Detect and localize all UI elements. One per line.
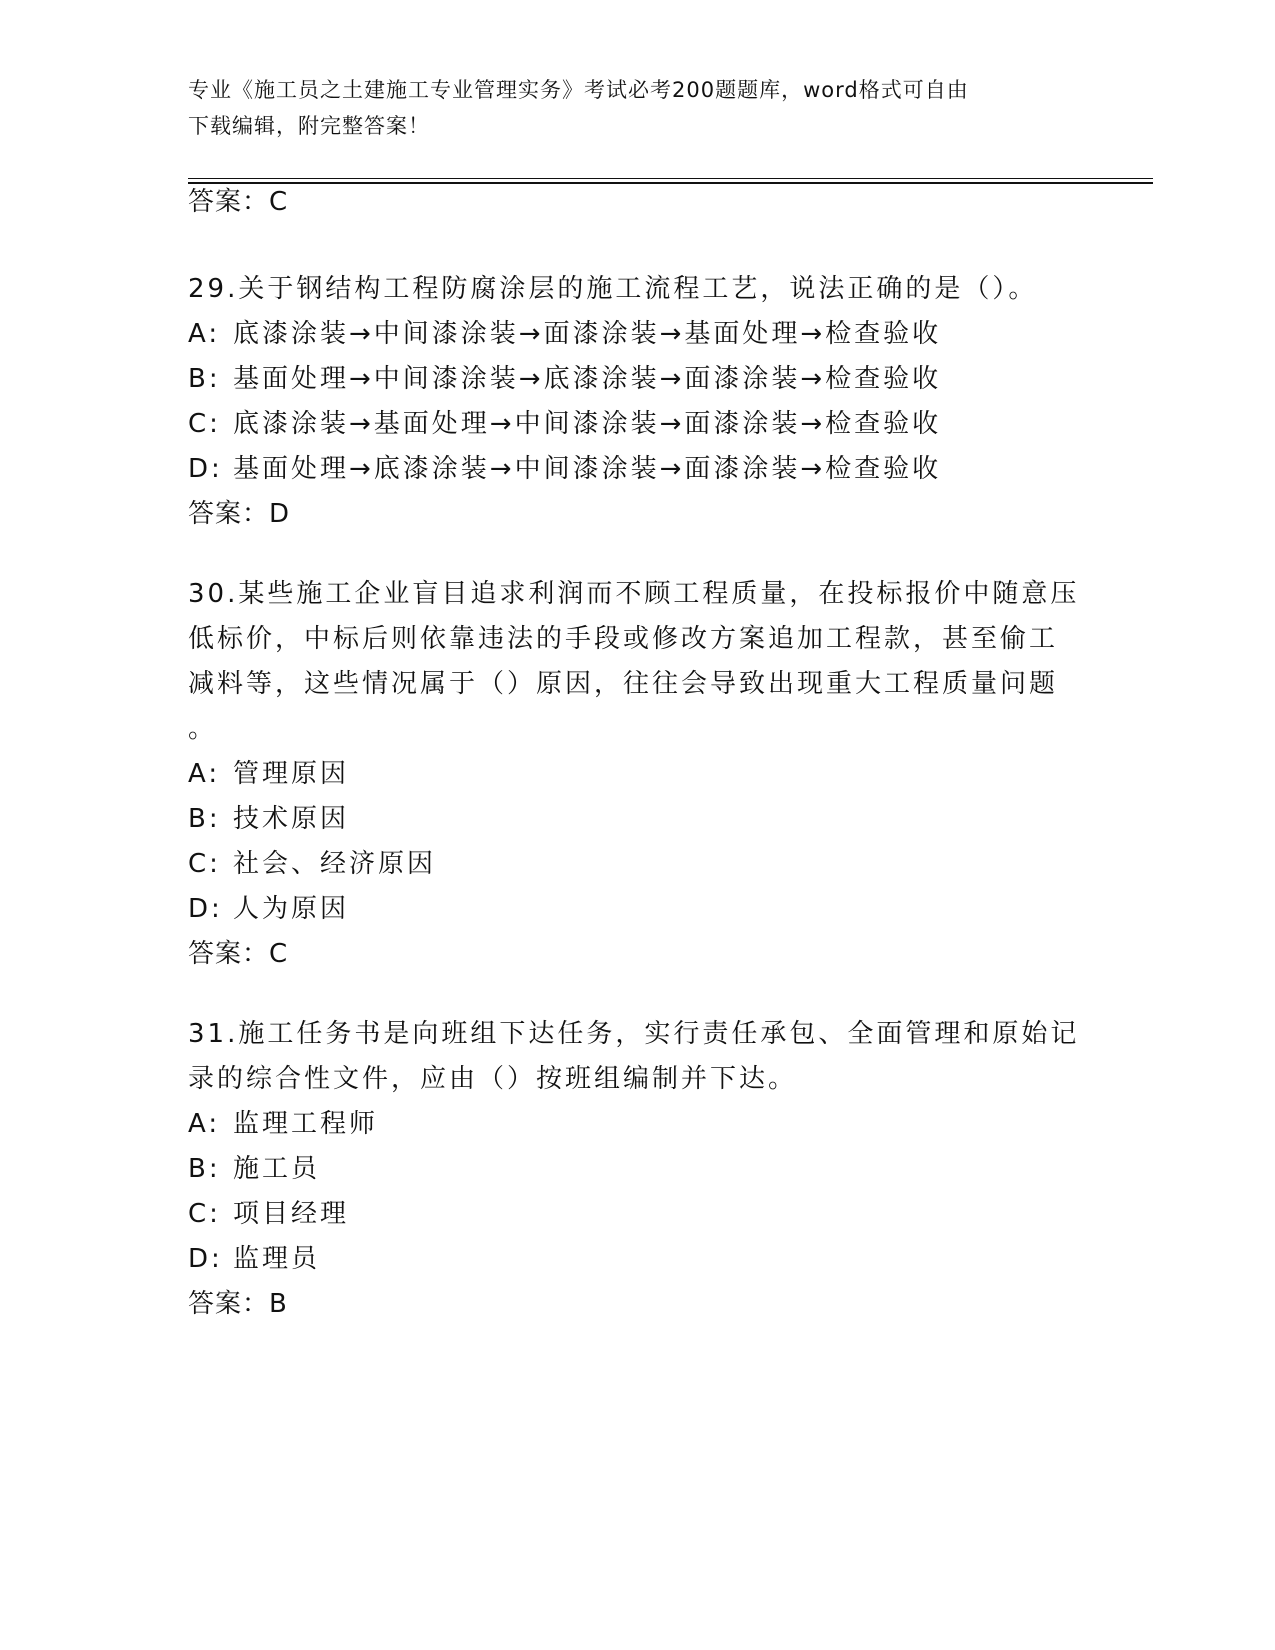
option-letter: C: xyxy=(188,849,221,879)
option-a xyxy=(188,1102,1088,1147)
option-a xyxy=(188,752,1088,797)
question-text-line: 30.某些施工企业盲目追求利润而不顾工程质量，在投标报价中随意压 xyxy=(188,579,1080,609)
option-d xyxy=(188,447,1088,492)
option-text: 监理员 xyxy=(233,1244,321,1274)
option-text: 项目经理 xyxy=(233,1199,350,1229)
option-d xyxy=(188,887,1088,932)
answer-line: 答案：B xyxy=(188,1289,288,1319)
question-text-line: 29.关于钢结构工程防腐涂层的施工流程工艺，说法正确的是（）。 xyxy=(188,274,1038,304)
option-text: 施工员 xyxy=(233,1154,321,1184)
question-text-line: 31.施工任务书是向班组下达任务，实行责任承包、全面管理和原始记 xyxy=(188,1019,1080,1049)
option-text: 人为原因 xyxy=(233,894,350,924)
option-c xyxy=(188,842,1088,887)
question-text-line: 减料等，这些情况属于（）原因，往往会导致出现重大工程质量问题 xyxy=(188,669,1059,699)
question-text xyxy=(188,267,1088,312)
option-text: 基面处理→中间漆涂装→底漆涂装→面漆涂装→检查验收 xyxy=(233,364,942,394)
option-letter: B: xyxy=(188,804,221,834)
question-text xyxy=(188,1012,1088,1102)
option-b xyxy=(188,357,1088,402)
option-a xyxy=(188,312,1088,357)
option-c xyxy=(188,1192,1088,1237)
option-b xyxy=(188,797,1088,842)
answer-line: 答案：C xyxy=(188,939,289,969)
option-letter: A: xyxy=(188,759,221,789)
option-letter: D: xyxy=(188,894,223,924)
option-d xyxy=(188,1237,1088,1282)
option-text: 社会、经济原因 xyxy=(233,849,437,879)
option-text: 底漆涂装→中间漆涂装→面漆涂装→基面处理→检查验收 xyxy=(233,319,942,349)
question-text-line: 。 xyxy=(188,714,218,744)
option-text: 底漆涂装→基面处理→中间漆涂装→面漆涂装→检查验收 xyxy=(233,409,942,439)
option-text: 管理原因 xyxy=(233,759,350,789)
previous-answer-block xyxy=(188,180,1088,225)
option-letter: C: xyxy=(188,1199,221,1229)
option-letter: A: xyxy=(188,1109,221,1139)
header-divider-thin xyxy=(188,178,1153,179)
option-text: 基面处理→底漆涂装→中间漆涂装→面漆涂装→检查验收 xyxy=(233,454,942,484)
option-c xyxy=(188,402,1088,447)
document-header xyxy=(188,72,1068,144)
option-b xyxy=(188,1147,1088,1192)
question-29 xyxy=(188,267,1088,537)
header-line-2: 下载编辑，附完整答案！ xyxy=(188,114,430,138)
option-letter: B: xyxy=(188,364,221,394)
question-text xyxy=(188,572,1088,752)
option-letter: D: xyxy=(188,1244,223,1274)
option-letter: D: xyxy=(188,454,223,484)
option-letter: A: xyxy=(188,319,221,349)
answer-line: 答案：D xyxy=(188,499,291,529)
option-letter: C: xyxy=(188,409,221,439)
option-text: 监理工程师 xyxy=(233,1109,379,1139)
question-31 xyxy=(188,1012,1088,1327)
header-line-1: 专业《施工员之土建施工专业管理实务》考试必考200题题库，word格式可自由 xyxy=(188,78,969,102)
question-text-line: 低标价，中标后则依靠违法的手段或修改方案追加工程款，甚至偷工 xyxy=(188,624,1059,654)
answer-line: 答案：C xyxy=(188,187,289,217)
question-text-line: 录的综合性文件，应由（）按班组编制并下达。 xyxy=(188,1064,798,1094)
option-letter: B: xyxy=(188,1154,221,1184)
option-text: 技术原因 xyxy=(233,804,350,834)
question-30 xyxy=(188,572,1088,977)
